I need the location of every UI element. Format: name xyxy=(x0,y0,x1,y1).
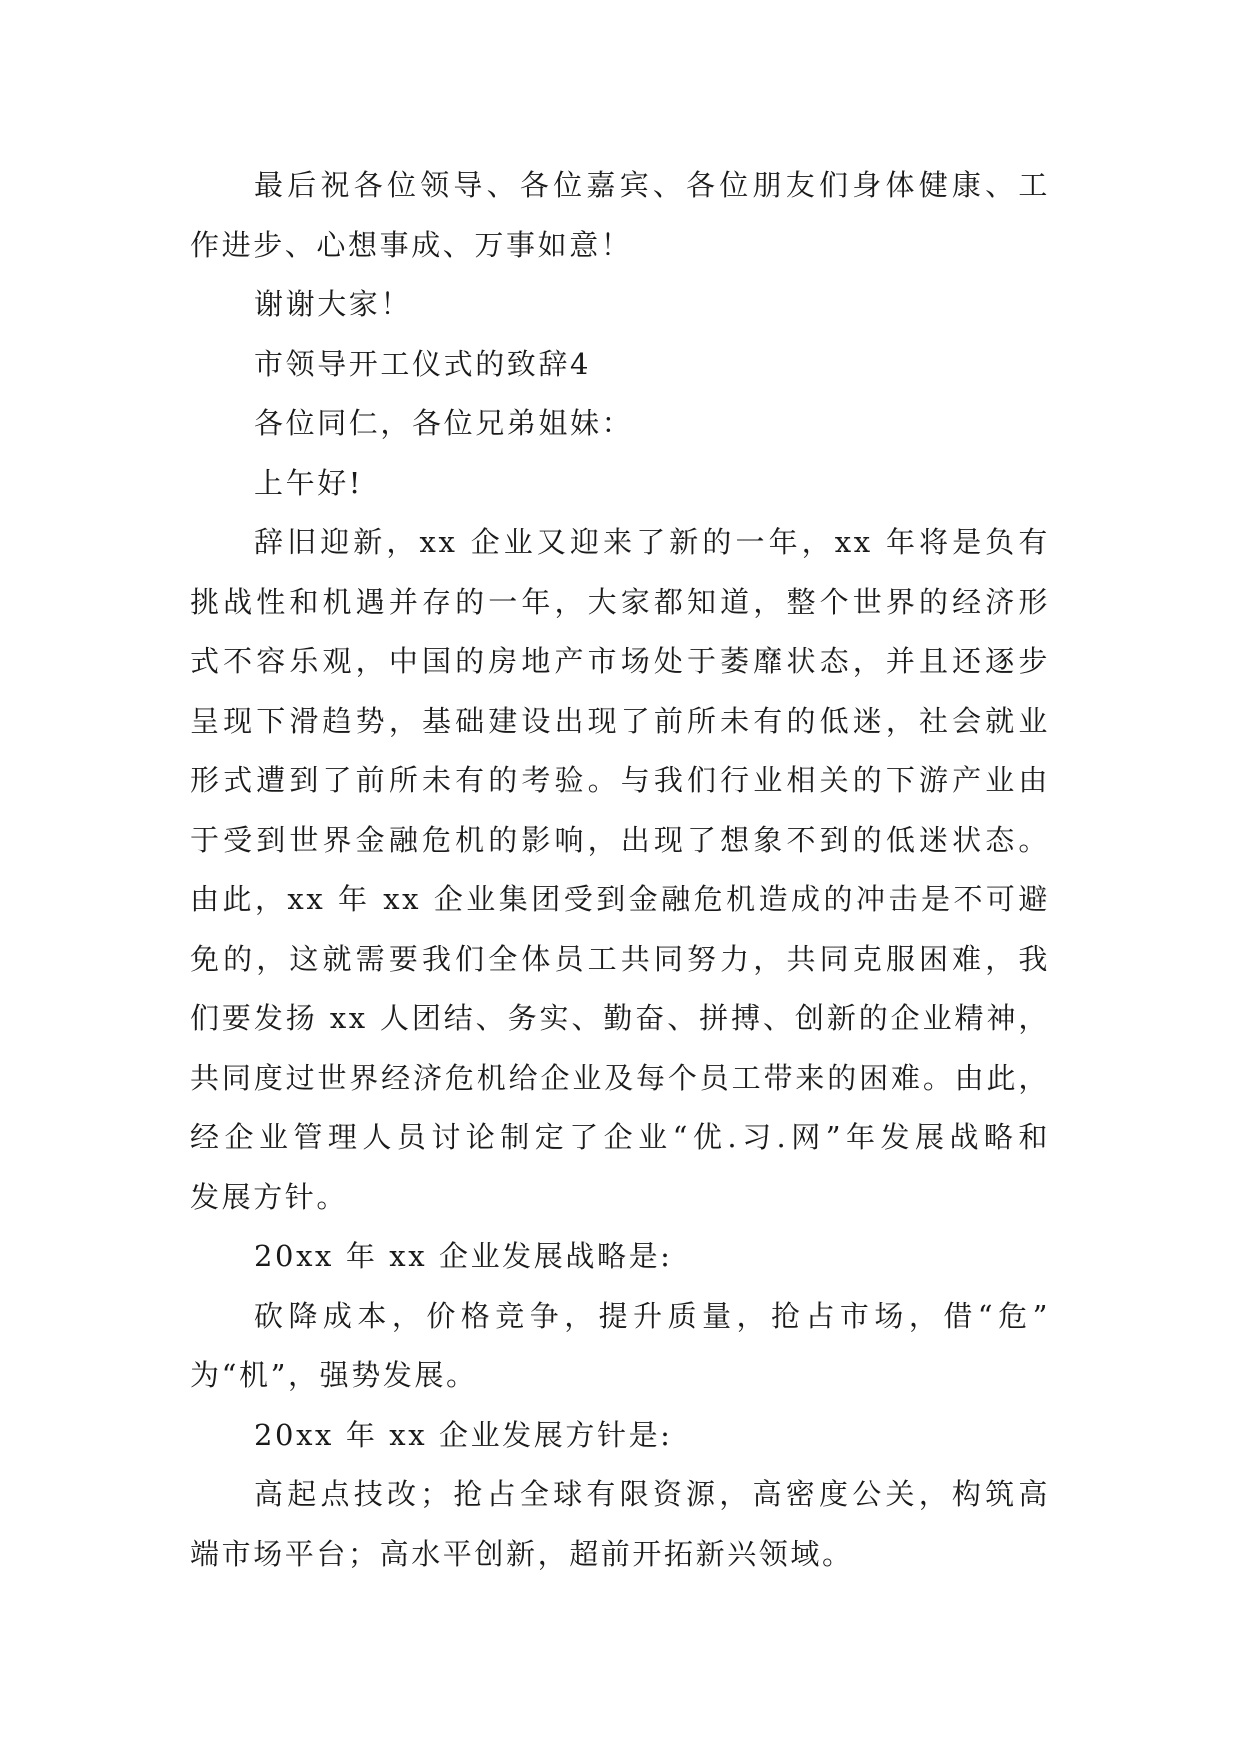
text-line: 式不容乐观，中国的房地产市场处于萎靡状态，并且还逐步 xyxy=(190,644,1050,678)
paragraph-policy-heading xyxy=(190,1406,1050,1466)
paragraph-greeting xyxy=(190,454,1050,514)
text-line: 共同度过世界经济危机给企业及每个员工带来的困难。由此， xyxy=(190,1060,1050,1095)
paragraph-salutation xyxy=(190,394,1050,454)
paragraph-strategy-heading xyxy=(190,1227,1050,1287)
paragraph-body xyxy=(190,513,1050,1227)
text-line: 形式遭到了前所未有的考验。与我们行业相关的下游产业由 xyxy=(190,763,1050,797)
paragraph-closing-wishes xyxy=(190,156,1050,275)
text-line: 免的，这就需要我们全体员工共同努力，共同克服困难，我 xyxy=(190,941,1050,976)
text-line: 经企业管理人员讨论制定了企业“优.习.网”年发展战略和 xyxy=(190,1120,1050,1154)
text-line: 发展方针。 xyxy=(190,1179,349,1214)
text-line: 最后祝各位领导、各位嘉宾、各位朋友们身体健康、工 xyxy=(254,168,1050,202)
text-line: 们要发扬 xx 人团结、务实、勤奋、拼搏、创新的企业精神， xyxy=(190,1001,1050,1035)
paragraph-strategy xyxy=(190,1287,1050,1406)
text-line: 为“机”，强势发展。 xyxy=(190,1358,478,1392)
text-line: 于受到世界金融危机的影响，出现了想象不到的低迷状态。 xyxy=(190,822,1050,857)
text-line: 上午好! xyxy=(254,465,364,500)
text-line: 砍降成本，价格竞争，提升质量，抢占市场，借“危” xyxy=(254,1298,1050,1333)
text-line: 市领导开工仪式的致辞4 xyxy=(254,346,592,381)
text-line: 作进步、心想事成、万事如意！ xyxy=(190,227,633,262)
text-line: 高起点技改；抢占全球有限资源，高密度公关，构筑高 xyxy=(254,1477,1050,1511)
document-page xyxy=(190,156,1050,1584)
text-line: 谢谢大家！ xyxy=(254,287,413,321)
text-line: 呈现下滑趋势，基础建设出现了前所未有的低迷，社会就业 xyxy=(190,703,1050,738)
text-line: 端市场平台；高水平创新，超前开拓新兴领域。 xyxy=(190,1536,854,1571)
paragraph-policy xyxy=(190,1465,1050,1584)
section-heading xyxy=(190,335,1050,395)
text-line: 辞旧迎新，xx 企业又迎来了新的一年，xx 年将是负有 xyxy=(254,525,1050,559)
text-line: 20xx 年 xx 企业发展方针是: xyxy=(254,1417,673,1452)
text-line: 各位同仁，各位兄弟姐妹： xyxy=(254,406,634,440)
text-line: 由此，xx 年 xx 企业集团受到金融危机造成的冲击是不可避 xyxy=(190,882,1050,916)
text-line: 20xx 年 xx 企业发展战略是: xyxy=(254,1239,673,1273)
text-line: 挑战性和机遇并存的一年，大家都知道，整个世界的经济形 xyxy=(190,584,1050,619)
paragraph-thanks xyxy=(190,275,1050,335)
